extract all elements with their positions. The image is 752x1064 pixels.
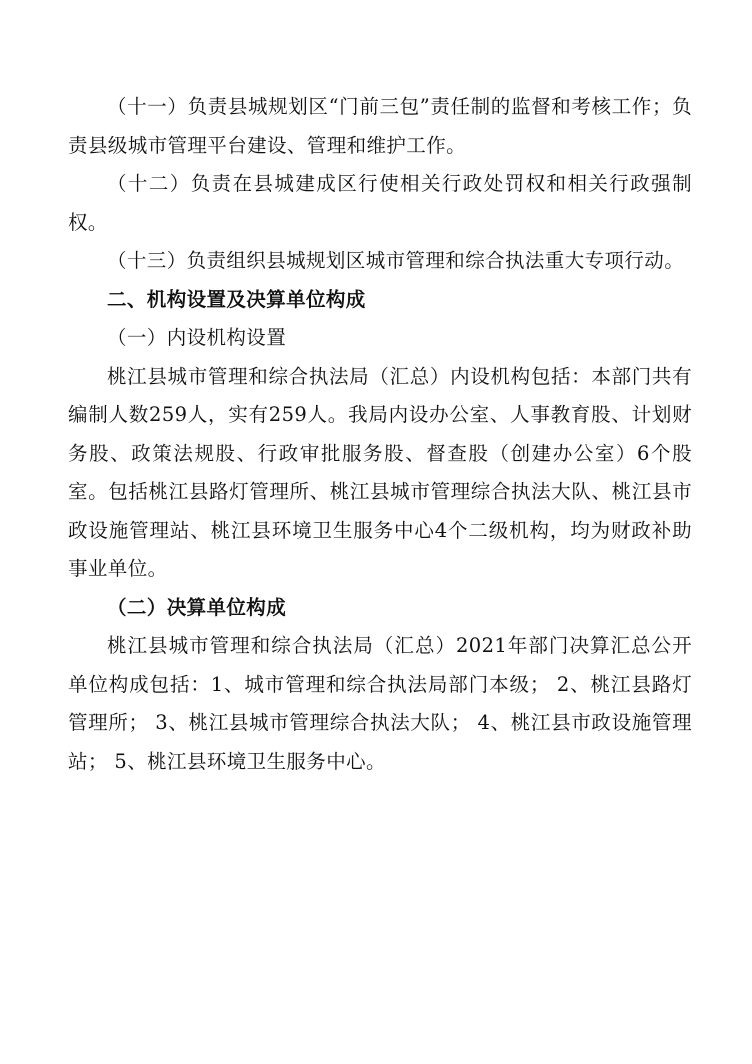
- document-page: [68, 88, 692, 781]
- internal-structure-text: 桃江县城市管理和综合执法局（汇总）内设机构包括：本部门共有编制人数259人，实有259人。我局内设办公室、人事教育股、计划财务股、政策法规股、行政审批服务股、督查股（创建办公室）6个股室。包括桃江县路灯管理所、桃江县城市管理综合执法大队、桃江县市政设施管理站、桃江县环境卫生服务中心4个二级机构，均为财政补助事业单位。: [68, 364, 692, 580]
- paragraph-item-13: （十三）负责组织县城规划区城市管理和综合执法重大专项行动。: [107, 249, 685, 272]
- accounting-units-text: 桃江县城市管理和综合执法局（汇总）2021年部门决算汇总公开单位构成包括：1、城市管理和综合执法局部门本级； 2、桃江县路灯管理所； 3、桃江县城市管理综合执法大队； 4、桃江县市政设施管理站； 5、桃江县环境卫生服务中心。: [68, 634, 692, 773]
- subsection-heading-accounting-units: （二）决算单位构成: [107, 595, 287, 619]
- subsection-heading-internal-structure: （一）内设机构设置: [107, 326, 287, 349]
- section-heading-organization: 二、机构设置及决算单位构成: [107, 287, 366, 311]
- paragraph-item-12: （十二）负责在县城建成区行使相关行政处罚权和相关行政强制权。: [68, 172, 692, 234]
- paragraph-item-11: （十一）负责县城规划区“门前三包”责任制的监督和考核工作；负责县级城市管理平台建设、管理和维护工作。: [68, 95, 692, 157]
